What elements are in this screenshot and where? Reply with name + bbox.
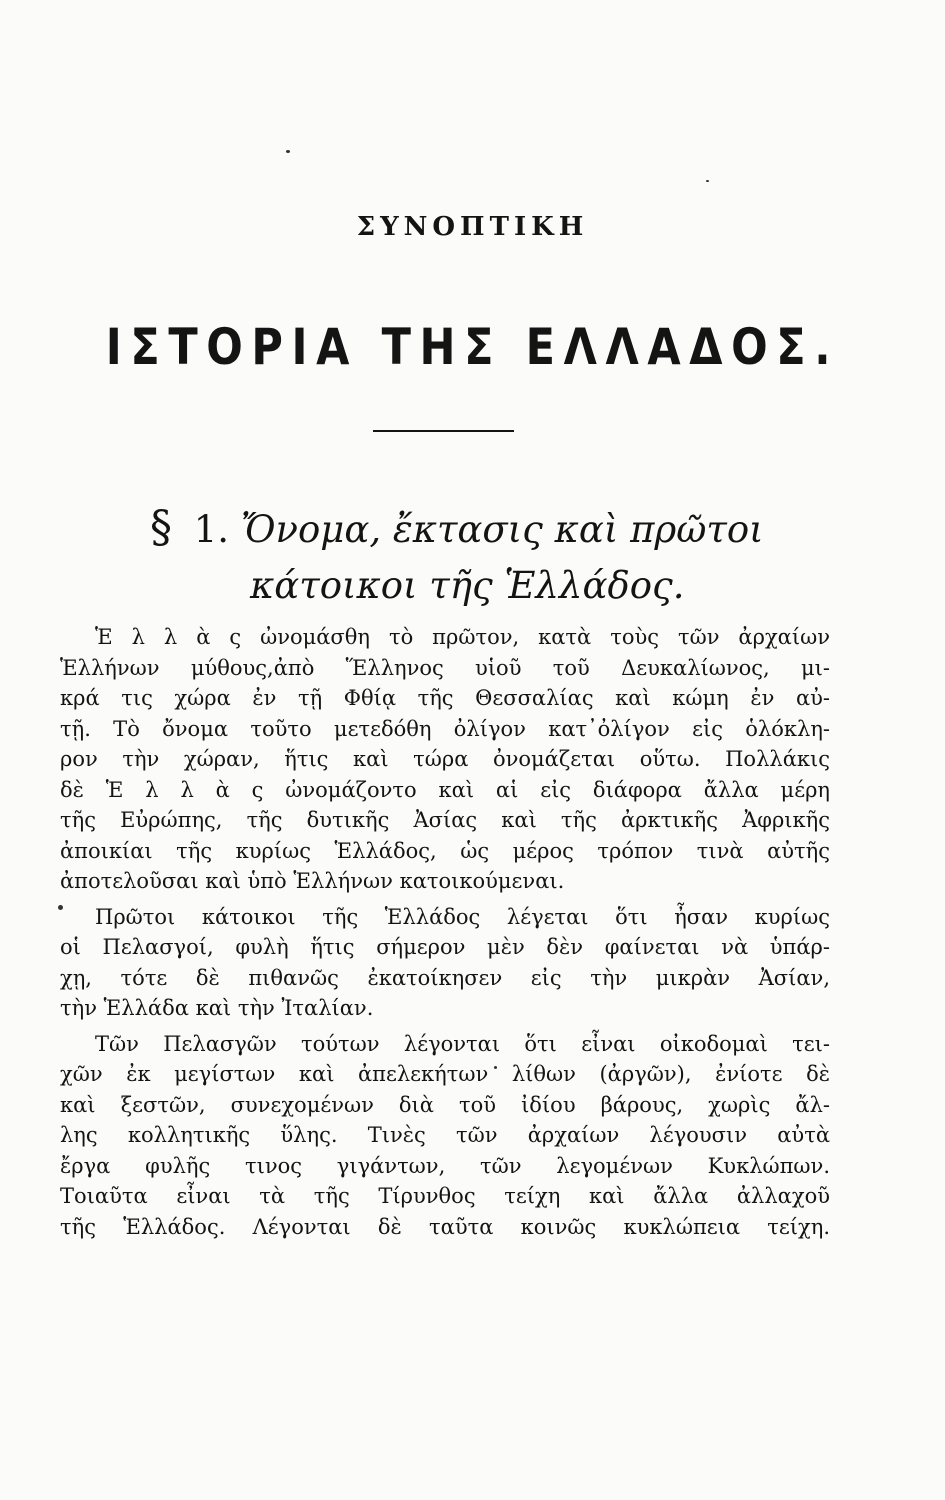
text-line: τῇ. Τὸ ὄνομα τοῦτο μετεδόθη ὀλίγον κατ᾽ὀλίγον εἰς ὁλόκλη- [60,716,830,741]
text-line: Ἑλλήνων μύθους,ἀπὸ Ἕλληνος υἱοῦ τοῦ Δευκαλίωνος, μι- [60,655,830,680]
text-line: χῶν ἐκ μεγίστων καὶ ἀπελεκήτων λίθων (ἀργῶν), ἐνίοτε δὲ [60,1062,830,1086]
section-number: 1. [193,508,230,551]
text-line: Πρῶτοι κάτοικοι τῆς Ἑλλάδος λέγεται ὅτι ἦσαν κυρίως [95,904,830,929]
text-line: τῆς Ἑλλάδος. Λέγονται δὲ ταῦτα κοινῶς κυκλώπεια τείχη. [60,1214,830,1239]
section-heading [150,500,790,614]
title-divider [373,430,514,432]
text-line: ἔργα φυλῆς τινος γιγάντων, τῶν λεγομένων Κυκλώπων. [60,1153,830,1178]
text-line: ἀποικίαι τῆς κυρίως Ἑλλάδος, ὡς μέρος τρόπον τινὰ αὐτῆς [60,838,830,863]
paragraph-1 [60,622,830,897]
text-line: ἀποτελοῦσαι καὶ ὑπὸ Ἑλλήνων κατοικούμεναι. [60,869,565,893]
text-line: τῆς Εὐρώπης, τῆς δυτικῆς Ἀσίας καὶ τῆς ἀρκτικῆς Ἀφρικῆς [60,808,830,832]
section-heading-line-1 [150,500,790,558]
section-heading-text-1: Ὄνομα, ἔκτασις καὶ πρῶτοι [240,508,764,551]
section-symbol: § [150,502,172,553]
text-line: δὲ Ἑ λ λ ὰ ς ὠνομάζοντο καὶ αἱ εἰς διάφορα ἄλλα μέρη [60,777,830,802]
text-line: οἱ Πελασγοί, φυλὴ ἥτις σήμερον μὲν δὲν φαίνεται νὰ ὑπάρ- [60,935,830,959]
book-title-small: ΣΥΝΟΠΤΙΚΗ [356,212,589,242]
text-line: τὴν Ἑλλάδα καὶ τὴν Ἰταλίαν. [60,996,374,1020]
text-line: Τῶν Πελασγῶν τούτων λέγονται ὅτι εἶναι οἰκοδομαὶ τει- [95,1031,830,1056]
book-title-large: ΙΣΤΟΡΙΑ ΤΗΣ ΕΛΛΑΔΟΣ. [105,318,840,376]
text-line: κρά τις χώρα ἐν τῇ Φθίᾳ τῆς Θεσσαλίας καὶ κώμη ἐν αὐ- [60,686,830,710]
text-line: Τοιαῦτα εἶναι τὰ τῆς Τίρυνθος τείχη καὶ ἄλλα ἀλλαχοῦ [60,1184,830,1208]
body-text [60,622,830,1242]
text-line: χῃ, τότε δὲ πιθανῶς ἐκατοίκησεν εἰς τὴν μικρὰν Ἀσίαν, [60,965,830,990]
text-line: λης κολλητικῆς ὕλης. Τινὲς τῶν ἀρχαίων λέγουσιν αὐτὰ [60,1123,830,1147]
text-line: ρον τὴν χώραν, ἥτις καὶ τώρα ὀνομάζεται οὕτω. Πολλάκις [60,747,830,771]
section-heading-line-2: κάτοικοι τῆς Ἑλλάδος. [250,564,685,607]
text-line: καὶ ξεστῶν, συνεχομένων διὰ τοῦ ἰδίου βάρους, χωρὶς ἄλ- [60,1092,830,1117]
paragraph-2 [60,902,830,1024]
text-line: Ἑ λ λ ὰ ς ὠνομάσθη τὸ πρῶτον, κατὰ τοὺς τῶν ἀρχαίων [95,625,830,649]
paragraph-3 [60,1029,830,1243]
